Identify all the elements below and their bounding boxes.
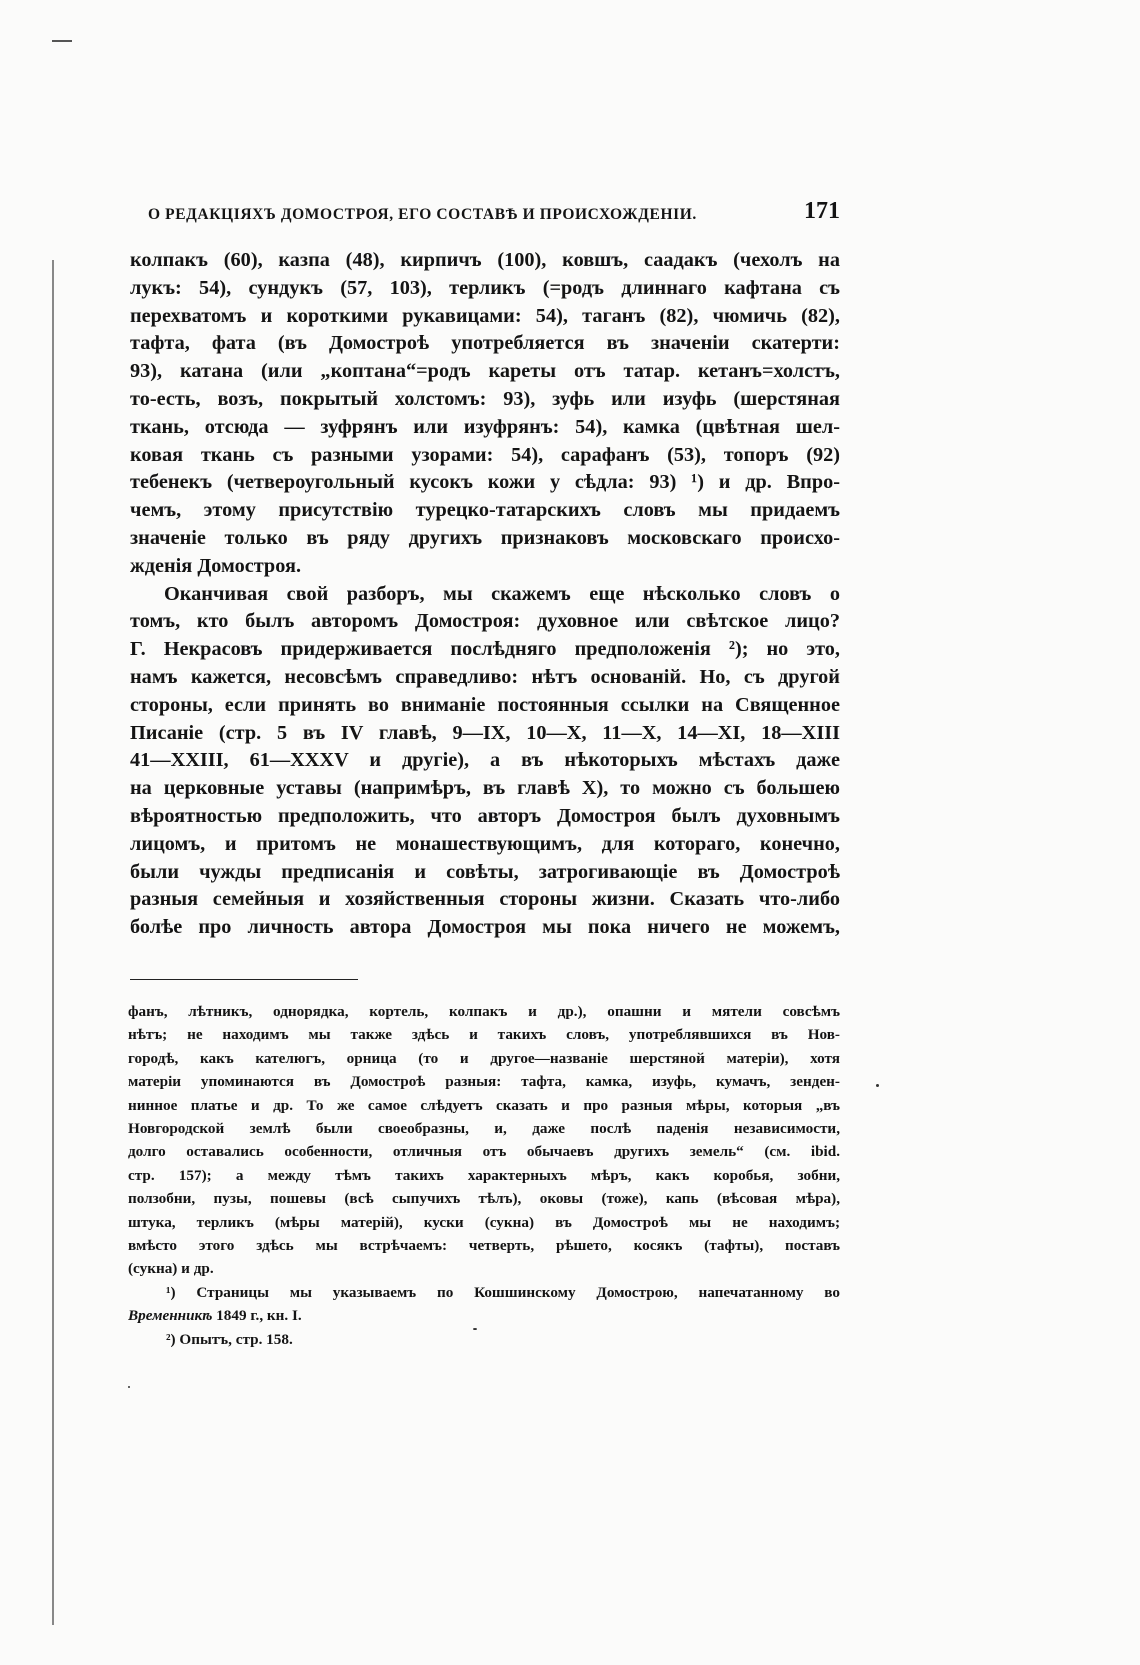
footnotes	[128, 1000, 840, 1351]
footnote-2: ²) Опытъ, стр. 158.	[166, 1330, 293, 1348]
text-line: колпакъ (60), казпа (48), кирпичъ (100), ковшъ, саадакъ (чехолъ на	[130, 249, 840, 271]
footnote-continuation-line: нѣтъ; не находимъ мы также здѣсь и такихъ словъ, употреблявшихся въ Нов-	[128, 1026, 840, 1044]
text-line: перехватомъ и короткими рукавицами: 54), таганъ (82), чюмичь (82),	[130, 304, 840, 327]
footnote-continuation-line: матеріи упоминаются въ Домостроѣ разныя: тафта, камка, изуфь, кумачъ, зенден-	[128, 1073, 840, 1091]
scan-mark	[52, 40, 72, 42]
page-number: 171	[804, 198, 840, 224]
main-text	[130, 247, 840, 942]
scan-edge-shadow	[52, 260, 54, 1625]
footnote-continuation-line: ползобни, пузы, пошевы (всѣ сыпучихъ тѣлъ), оковы (тоже), капь (вѣсовая мѣра),	[128, 1190, 840, 1208]
text-line: значеніе только въ ряду другихъ признаковъ московскаго происхо-	[130, 526, 840, 549]
text-line: то-есть, возъ, покрытый холстомъ: 93), зуфь или изуфь (шерстяная	[130, 387, 840, 410]
footnote-continuation-line: нинное платье и др. То же самое слѣдуетъ сказать и про разныя мѣры, которыя „въ	[128, 1096, 840, 1114]
footnote-1-citation: 1849 г., кн. I.	[212, 1307, 302, 1325]
text-line: лицомъ, и притомъ не монашествующимъ, для котораго, конечно,	[130, 832, 840, 855]
scan-speck	[128, 1386, 130, 1388]
periodical-title: Временникѣ	[128, 1307, 213, 1325]
footnote-continuation-line: штука, терликъ (мѣры матерій), куски (сукна) въ Домостроѣ мы не находимъ;	[128, 1213, 840, 1231]
text-line: намъ кажется, несовсѣмъ справедливо: нѣтъ основаній. Но, съ другой	[130, 665, 840, 688]
text-line: тафта, фата (въ Домостроѣ употребляется въ значеніи скатерти:	[130, 332, 840, 355]
footnote-1: ¹) Страницы мы указываемъ по Кошшинскому Домострою, напечатанному во	[166, 1283, 840, 1301]
text-line: разныя семейныя и хозяйственныя стороны жизни. Сказать что-либо	[130, 888, 840, 911]
footnote-separator	[130, 979, 358, 980]
footnote-continuation-line: вмѣсто этого здѣсь мы встрѣчаемъ: четверть, рѣшето, косякъ (тафты), поставъ	[128, 1237, 840, 1255]
text-line: томъ, кто былъ авторомъ Домостроя: духовное или свѣтское лицо?	[130, 610, 840, 633]
text-line: были чужды предписанія и совѣты, затрогивающіе въ Домостроѣ	[130, 860, 840, 883]
text-line: Писаніе (стр. 5 въ IV главѣ, 9—IX, 10—X, 11—X, 14—XI, 18—XIII	[130, 721, 840, 744]
footnote-1-continuation	[128, 1304, 840, 1327]
text-line: ткань, отсюда — зуфрянъ или изуфрянъ: 54), камка (цвѣтная шел-	[130, 415, 840, 438]
running-header	[148, 198, 840, 230]
text-line: жденія Домостроя.	[130, 554, 302, 577]
footnote-continuation-line: долго оставались особенности, отличныя отъ обычаевъ другихъ земель“ (см. ibid.	[128, 1143, 840, 1161]
text-line: на церковные уставы (напримѣръ, въ главѣ X), то можно съ большею	[130, 777, 840, 800]
text-line: чемъ, этому присутствію турецко-татарскихъ словъ мы придаемъ	[130, 499, 840, 522]
paragraph-start-line: Оканчивая свой разборъ, мы скажемъ еще нѣсколько словъ о	[164, 582, 840, 605]
text-line: болѣе про личность автора Домостроя мы пока ничего не можемъ,	[130, 916, 840, 939]
text-line: 93), катана (или „коптана“=родъ кареты отъ татар. кетанъ=холстъ,	[130, 360, 840, 383]
footnote-continuation-line: фанъ, лѣтникъ, однорядка, кортель, колпакъ и др.), опашни и мятели совсѣмъ	[128, 1003, 840, 1020]
running-title: О РЕДАКЦІЯХЪ ДОМОСТРОЯ, ЕГО СОСТАВѢ И ПРОИСХОЖДЕНІИ.	[148, 206, 697, 223]
footnote-continuation-line: городѣ, какъ кателюгъ, орница (то и другое—названіе шерстяной матеріи), хотя	[128, 1049, 840, 1067]
text-line: лукъ: 54), сундукъ (57, 103), терликъ (=родъ длиннаго кафтана съ	[130, 276, 840, 299]
scan-speck	[876, 1084, 879, 1087]
footnote-continuation-line: Новгородской землѣ были своеобразны, и, даже послѣ паденія независимости,	[128, 1120, 840, 1138]
text-line: ковая ткань съ разными узорами: 54), сарафанъ (53), топоръ (92)	[130, 443, 840, 466]
text-line: стороны, если принять во вниманіе постоянныя ссылки на Священное	[130, 693, 840, 716]
footnote-continuation-line: стр. 157); а между тѣмъ такихъ характерныхъ мѣръ, какъ коробья, зобни,	[128, 1166, 840, 1184]
text-line: тебенекъ (четвероугольный кусокъ кожи у сѣдла: 93) ¹) и др. Впро-	[130, 471, 840, 494]
text-line: 41—XXIII, 61—XXXV и другіе), а въ нѣкоторыхъ мѣстахъ даже	[130, 749, 840, 772]
text-line: Г. Некрасовъ придерживается послѣдняго предположенія ²); но это,	[130, 638, 840, 661]
footnote-continuation-line: (сукна) и др.	[128, 1260, 214, 1278]
text-line: вѣроятностью предположить, что авторъ Домостроя былъ духовнымъ	[130, 804, 840, 827]
